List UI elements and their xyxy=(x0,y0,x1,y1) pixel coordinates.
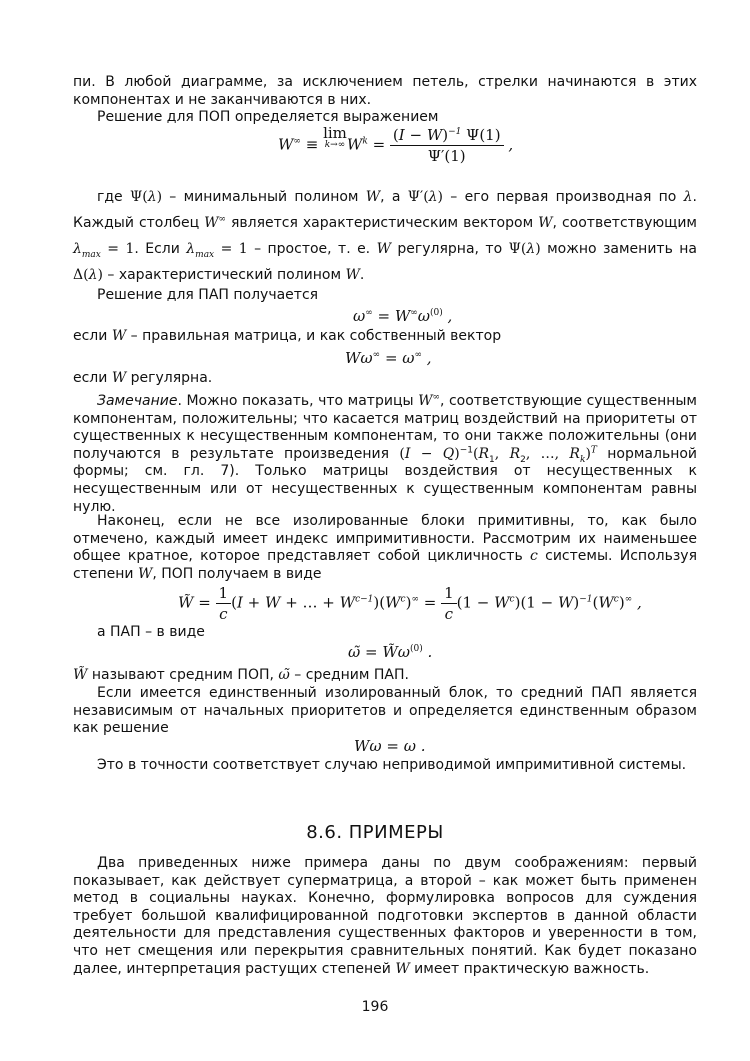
equation-eigenvector: Wω∞ = ω∞ , xyxy=(345,349,432,367)
paragraph-text: Если имеется единственный изолированный блок, то средний ПАП является независимым от начальных приоритетов и определяется единственным образом как решение xyxy=(73,685,697,737)
paragraph-remark: Замечание. Можно показать, что матрицы W∞, соответствующие существенным компонентам, положительны; что касается матриц воздействий на приоритеты от существенных к несущественным компонентам, то они также положительны (они получаются в результате произведения $(I - Q)^{-1}(R_1$, $R_2$, …, $R_k)^T$ нормальной формы; см. гл. 7). Только матрицы воздействия от несущественных к несущественным или от несущественных к существенным компонентам равны нулю. xyxy=(73,392,698,515)
paragraph-text: Это в точности соответствует случаю неприводимой импримитивной системы. xyxy=(97,757,687,773)
paragraph-polynomial: где Ψ(λ) – минимальный полином W, а Ψ′(λ) – его первая производная по λ. Каждый столбец W∞ является характеристическим вектором W, соответствующим $\lambda_{max} = 1$. Если $\lambda_{max} = 1$ – простое, т. е. W регулярна, то Ψ(λ) можно заменить на Δ(λ) – характеристический полином W. xyxy=(73,189,697,283)
page-number: 196 xyxy=(361,999,389,1015)
section-heading: 8.6. ПРИМЕРЫ xyxy=(306,822,444,843)
paragraph-average-names: W̃ называют средним ПОП, ω̃ – средним ПАП. xyxy=(73,667,409,683)
equation-average-pop: W̃ = $\frac{1}{c}$ (I + W + … + $W^{c-1})(W^c)^\infty$ = $\frac{1}{c}$ $(1 - W^c)(1 - W)^{-1}(W^c)^\infty$ , xyxy=(178,584,642,623)
paragraph-examples-intro: Два приведенных ниже примера даны по двум соображениям: первый показывает, как действует суперматрица, а второй – как может быть применен метод в социальны науках. Конечно, формулировка вопросов для суждения требует большой квалифицированной подготовки экспертов в данной области деятельности для представления существенных факторов и уверенности в том, что нет смещения или перекрытия сравнительных понятий. Как будет показано далее, интерпретация растущих степеней W имеет практическую важность. xyxy=(73,855,697,977)
paragraph-if-regular: если W регулярна. xyxy=(73,370,213,386)
paragraph-pap-intro xyxy=(73,287,697,305)
paragraph-text: пи. В любой диаграмме, за исключением петель, стрелки начинаются в этих компонентах и не заканчиваются в них. xyxy=(73,74,697,108)
equation-pap-solution: $\omega^\infty = W^\infty\omega^{(0)}$ , xyxy=(353,307,453,325)
equation-single-block: Wω = ω . xyxy=(354,737,426,755)
remark-label: Замечание xyxy=(97,393,178,409)
paragraph-text: Решение для ПАП получается xyxy=(97,287,319,303)
paragraph-irreducible xyxy=(73,757,697,775)
paragraph-text: Решение для ПОП определяется выражением xyxy=(97,109,439,125)
paragraph-if-proper: если W – правильная матрица, и как собственный вектор xyxy=(73,328,502,344)
paragraph-single-block xyxy=(73,685,697,738)
equation-pop-limit: W∞ ≡ lim k→∞ $W^k$ = $\frac{(I - W)^{-1} \Psi(1)}{\Psi'(1)}$ , xyxy=(278,124,514,165)
paragraph-imprimitive: Наконец, если не все изолированные блоки примитивны, то, как было отмечено, каждый имеет индекс импримитивности. Рассмотрим их наименьшее общее кратное, которое представляет собой цикличность c системы. Используя степени W, ПОП получаем в виде xyxy=(73,513,698,582)
paragraph-pop-intro xyxy=(73,109,697,127)
paragraph-pap-form xyxy=(73,624,697,642)
paragraph-text: а ПАП – в виде xyxy=(97,624,205,640)
paragraph-continuation xyxy=(73,74,697,109)
equation-average-pap: ω̃ = $W̃\omega^{(0)}$ . xyxy=(348,643,433,661)
